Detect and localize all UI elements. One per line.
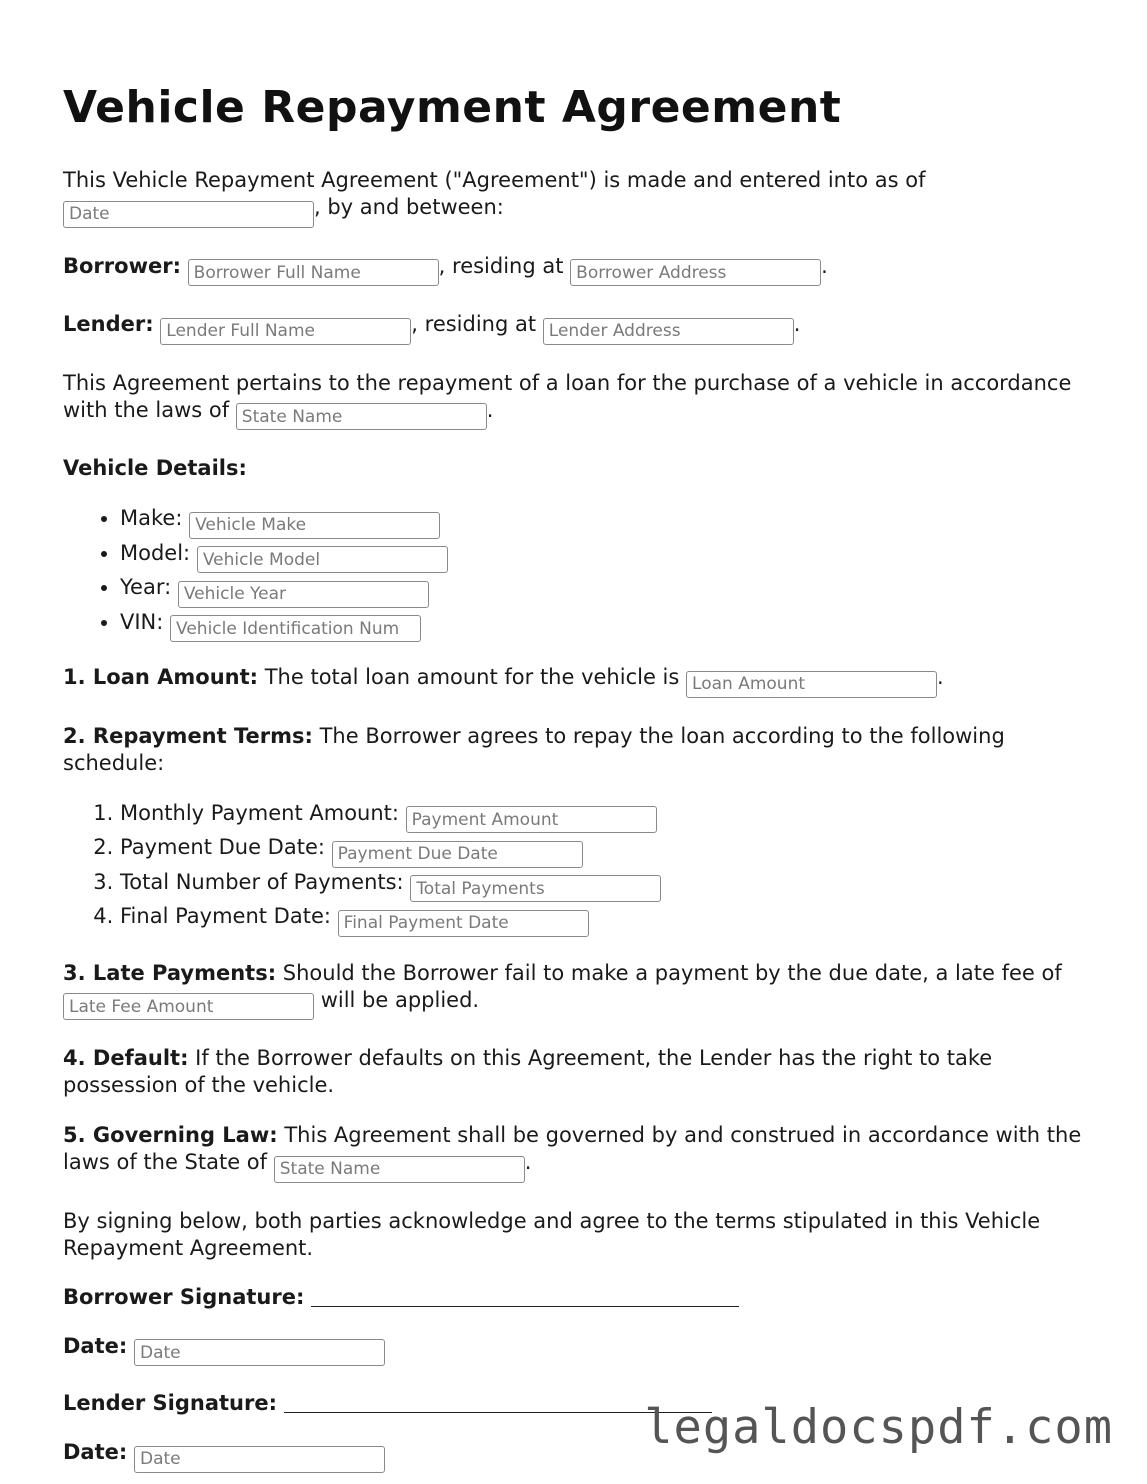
lender-label: Lender: (63, 312, 154, 336)
watermark: legaldocspdf.com (644, 1400, 1113, 1455)
borrower-signature-field[interactable] (311, 1284, 739, 1307)
final-payment-date-label: Final Payment Date: (120, 904, 331, 928)
agreement-date-input[interactable] (63, 201, 314, 228)
list-item (120, 608, 1093, 643)
governing-law-paragraph (63, 1122, 1093, 1183)
repayment-terms-label: 2. Repayment Terms: (63, 723, 313, 748)
page-title: Vehicle Repayment Agreement (63, 82, 842, 133)
borrower-date-input[interactable] (134, 1339, 385, 1366)
vehicle-vin-input[interactable] (170, 615, 421, 642)
late-fee-input[interactable] (63, 993, 314, 1020)
monthly-payment-label: Monthly Payment Amount: (120, 800, 399, 825)
lender-address-input[interactable] (543, 318, 794, 345)
vehicle-details-heading (63, 455, 1093, 482)
repayment-terms-text: The Borrower agrees to repay the loan according to the following schedule: (63, 723, 1005, 775)
payment-due-date-label: Payment Due Date: (120, 835, 325, 859)
borrower-residing-text: , residing at (438, 253, 564, 278)
governing-state-input[interactable] (274, 1156, 525, 1183)
loan-amount-input[interactable] (686, 671, 937, 698)
borrower-end: . (821, 253, 828, 278)
list-item (120, 833, 1093, 868)
late-payments-label: 3. Late Payments: (63, 960, 277, 985)
final-payment-date-input[interactable] (338, 910, 589, 937)
total-payments-label: Total Number of Payments: (120, 869, 404, 894)
default-label: 4. Default: (63, 1046, 189, 1070)
repayment-schedule-list (63, 799, 1093, 937)
borrower-address-input[interactable] (570, 259, 821, 286)
list-item (120, 868, 1093, 903)
borrower-line (63, 253, 1093, 287)
total-payments-input[interactable] (410, 875, 661, 902)
vehicle-make-input[interactable] (189, 512, 440, 539)
pertains-text: This Agreement pertains to the repayment of a loan for the purchase of a vehicle in accordance with the laws of (63, 370, 1072, 422)
default-text: If the Borrower defaults on this Agreement, the Lender has the right to take possession of the vehicle. (63, 1046, 993, 1097)
late-payments-paragraph (63, 960, 1093, 1021)
lender-date-label: Date: (63, 1440, 128, 1464)
loan-end: . (937, 665, 944, 689)
pertains-paragraph (63, 370, 1093, 431)
list-item (120, 799, 1093, 834)
borrower-label: Borrower: (63, 253, 181, 278)
vehicle-year-label: Year: (120, 575, 172, 599)
pertains-state-input[interactable] (236, 403, 487, 430)
late-end: will be applied. (320, 987, 480, 1012)
pertains-end: . (486, 397, 494, 422)
vehicle-model-input[interactable] (197, 546, 448, 573)
borrower-signature-label: Borrower Signature: (63, 1284, 305, 1309)
loan-amount-label: 1. Loan Amount: (63, 665, 259, 689)
default-paragraph (63, 1045, 1093, 1099)
lender-residing-text: , residing at (411, 312, 537, 336)
loan-amount-text: The total loan amount for the vehicle is (264, 665, 680, 689)
intro-suffix: , by and between: (314, 195, 504, 219)
closing-paragraph: By signing below, both parties acknowledge and agree to the terms stipulated in this Vehicle Repayment Agreement. (63, 1208, 1041, 1260)
lender-name-input[interactable] (160, 318, 411, 345)
lender-signature-label: Lender Signature: (63, 1391, 277, 1415)
list-item (120, 504, 1093, 539)
intro-text: This Vehicle Repayment Agreement ("Agreement") is made and entered into as of (63, 168, 926, 192)
late-payments-text: Should the Borrower fail to make a payment by the due date, a late fee of (282, 960, 1062, 985)
vehicle-vin-label: VIN: (120, 609, 164, 634)
vehicle-year-input[interactable] (178, 581, 429, 608)
lender-date-input[interactable] (134, 1446, 385, 1473)
monthly-payment-input[interactable] (406, 806, 657, 833)
list-item (120, 573, 1093, 608)
governing-law-text: This Agreement shall be governed by and construed in accordance with the laws of the State of (63, 1123, 1082, 1174)
vehicle-heading-text: Vehicle Details: (63, 456, 247, 480)
repayment-terms-paragraph (63, 723, 1093, 777)
governing-end: . (524, 1150, 532, 1174)
lender-line (63, 311, 1093, 345)
agreement-document (63, 78, 1093, 1473)
borrower-name-input[interactable] (188, 259, 439, 286)
borrower-date-label: Date: (63, 1333, 128, 1358)
borrower-signature-line (63, 1284, 1093, 1311)
lender-end: . (793, 312, 801, 336)
borrower-date-line (63, 1333, 1093, 1367)
intro-paragraph (63, 167, 1093, 228)
loan-amount-paragraph (63, 664, 1093, 698)
list-item (120, 539, 1093, 574)
list-item (120, 902, 1093, 937)
vehicle-details-list (63, 504, 1093, 642)
vehicle-make-label: Make: (120, 506, 183, 530)
payment-due-date-input[interactable] (332, 841, 583, 868)
vehicle-model-label: Model: (120, 540, 191, 565)
governing-law-label: 5. Governing Law: (63, 1123, 278, 1147)
